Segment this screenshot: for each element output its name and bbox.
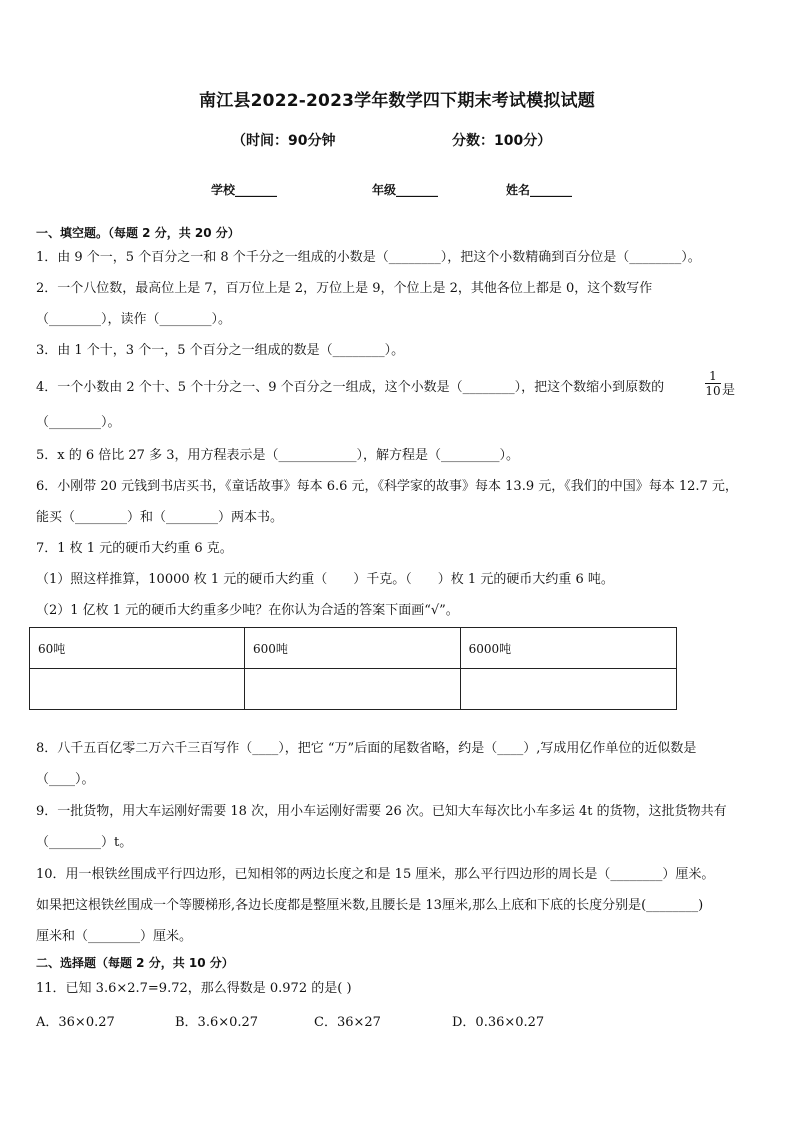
answer-option-6000t: 6000吨 [460, 628, 676, 669]
question-4-suffix: 是 [722, 383, 736, 398]
question-8-line-1: 8．八千五百亿零二万六千三百写作（____），把它 “万”后面的尾数省略，约是（____）,写成用亿作单位的近似数是 [36, 741, 697, 756]
option-b[interactable]: B．3.6×0.27 [175, 1015, 259, 1030]
section-choice-heading: 二、选择题（每题 2 分，共 10 分） [36, 956, 234, 970]
question-10-line-3: 厘米和（________）厘米。 [36, 929, 193, 944]
exam-time: （时间：90分钟 [232, 133, 336, 149]
question-10-line-1: 10．用一根铁丝围成平行四边形，已知相邻的两边长度之和是 15 厘米，那么平行四边形的周长是（________）厘米。 [36, 867, 715, 882]
fraction-numerator: 1 [705, 369, 721, 384]
answer-mark-cell-600t[interactable] [244, 669, 460, 710]
answer-table-mark-row [30, 669, 677, 710]
question-8-line-2: （____）。 [36, 772, 95, 787]
question-7-part-2: （2）1 亿枚 1 元的硬币大约重多少吨？在你认为合适的答案下面画“√”。 [36, 603, 459, 618]
question-6-line-1: 6．小刚带 20 元钱到书店买书，《童话故事》每本 6.6 元，《科学家的故事》每本 13.9 元，《我们的中国》每本 12.7 元， [36, 479, 738, 494]
question-9-line-1: 9．一批货物，用大车运刚好需要 18 次，用小车运刚好需要 26 次。已知大车每次比小车多运 4t 的货物，这批货物共有 [36, 804, 727, 819]
question-4-line-1: 4．一个小数由 2 个十、5 个十分之一、9 个百分之一组成，这个小数是（________），把这个数缩小到原数的 [36, 380, 665, 395]
question-2-line-1: 2．一个八位数，最高位上是 7，百万位上是 2，万位上是 9，个位上是 2，其他各位上都是 0，这个数写作 [36, 281, 653, 296]
question-9-line-2: （________）t。 [36, 835, 133, 850]
answer-mark-cell-60t[interactable] [30, 669, 245, 710]
page-title: 南江县2022-2023学年数学四下期末考试模拟试题 [199, 91, 595, 111]
answer-table [29, 627, 677, 710]
question-6-line-2: 能买（________）和（________）两本书。 [36, 510, 284, 525]
fraction-one-tenth [705, 369, 721, 398]
question-3: 3．由 1 个十，3 个一，5 个百分之一组成的数是（________）。 [36, 343, 405, 358]
question-10-line-2: 如果把这根铁丝围成一个等腰梯形,各边长度都是整厘米数,且腰长是 13厘米,那么上底和下底的长度分别是(________) [36, 898, 704, 913]
fraction-denominator: 10 [705, 384, 721, 398]
answer-option-600t: 600吨 [244, 628, 460, 669]
grade-field[interactable]: 年级_______ [372, 183, 439, 197]
answer-mark-cell-6000t[interactable] [460, 669, 676, 710]
name-field[interactable]: 姓名_______ [506, 183, 573, 197]
question-7: 7．1 枚 1 元的硬币大约重 6 克。 [36, 541, 233, 556]
option-d[interactable]: D．0.36×0.27 [452, 1015, 545, 1030]
option-c[interactable]: C．36×27 [314, 1015, 381, 1030]
question-7-part-1: （1）照这样推算，10000 枚 1 元的硬币大约重（ ）千克。（ ）枚 1 元的硬币大约重 6 吨。 [36, 572, 614, 587]
question-1: 1．由 9 个一，5 个百分之一和 8 个千分之一组成的小数是（________），把这个小数精确到百分位是（________）。 [36, 250, 701, 265]
question-2-line-2: （________），读作（________）。 [36, 312, 232, 327]
question-5: 5．x 的 6 倍比 27 多 3，用方程表示是（____________），解方程是（_________）。 [36, 448, 519, 463]
section-fill-heading: 一、填空题。（每题 2 分，共 20 分） [36, 226, 240, 240]
answer-option-60t: 60吨 [30, 628, 245, 669]
question-4-line-2: （________）。 [36, 415, 121, 430]
question-11: 11．已知 3.6×2.7=9.72，那么得数是 0.972 的是( ) [36, 981, 352, 996]
option-a[interactable]: A．36×0.27 [36, 1015, 115, 1030]
answer-table-header-row [30, 628, 677, 669]
exam-score: 分数：100分） [452, 133, 552, 149]
school-field[interactable]: 学校_______ [211, 183, 278, 197]
